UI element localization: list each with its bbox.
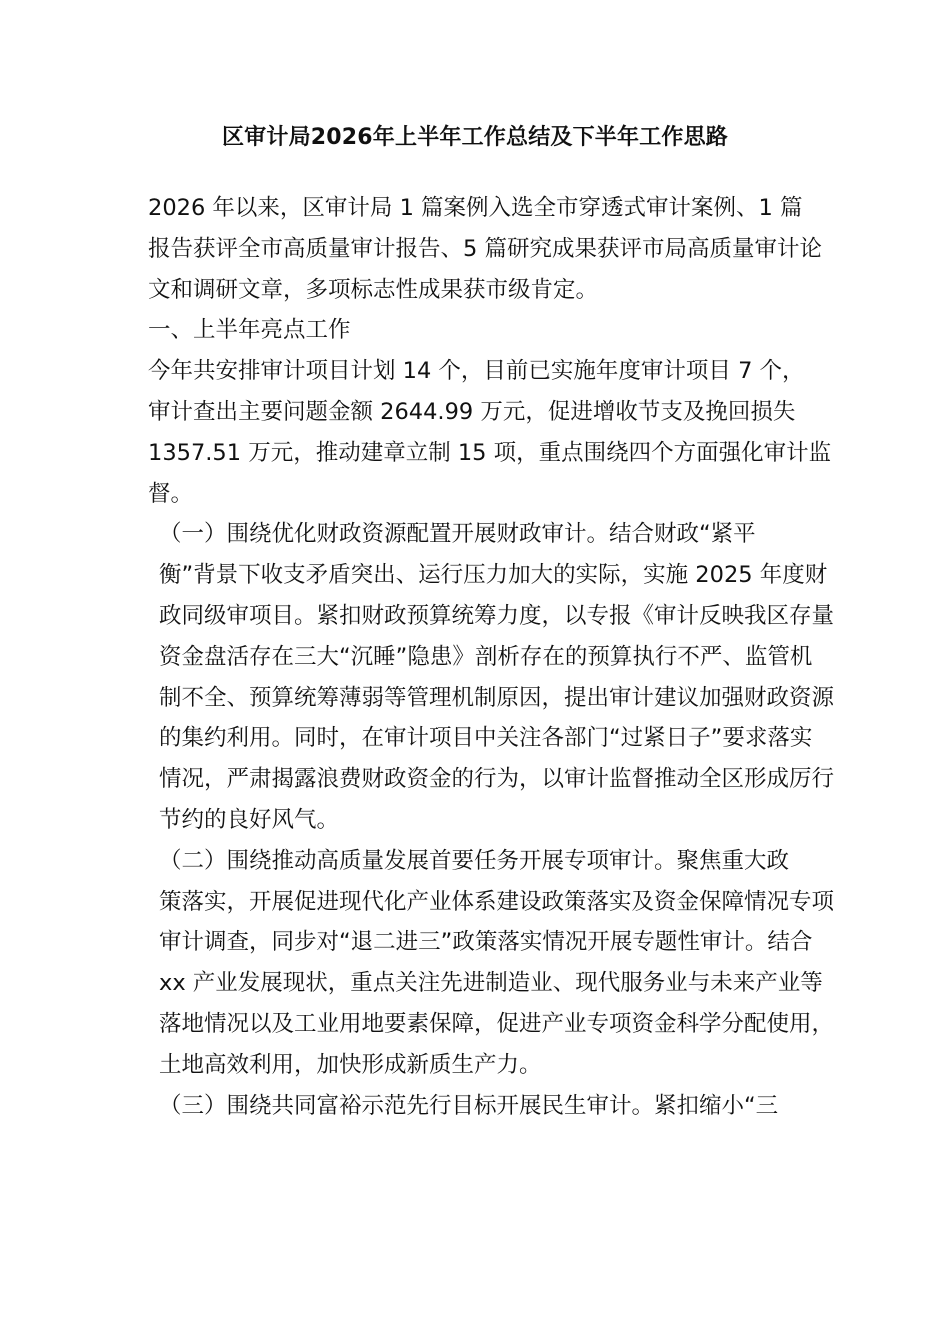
paragraph-special-audit xyxy=(115,841,837,1086)
section-heading xyxy=(115,310,837,351)
text-line: （一）围绕优化财政资源配置开展财政审计。结合财政“紧平 xyxy=(159,521,756,548)
document-body xyxy=(115,188,837,1126)
text-line: 策落实，开展促进现代化产业体系建设政策落实及资金保障情况专项 xyxy=(159,888,835,915)
text-line: 情况，严肃揭露浪费财政资金的行为，以审计监督推动全区形成厉行 xyxy=(159,766,835,793)
text-line: 今年共安排审计项目计划 14 个，目前已实施年度审计项目 7 个， xyxy=(148,358,805,385)
text-line: （二）围绕推动高质量发展首要任务开展专项审计。聚焦重大政 xyxy=(159,847,790,874)
text-line: 土地高效利用，加快形成新质生产力。 xyxy=(159,1051,542,1078)
text-line: 审计查出主要问题金额 2644.99 万元，促进增收节支及挽回损失 xyxy=(148,398,796,425)
text-line: 衡”背景下收支矛盾突出、运行压力加大的实际，实施 2025 年度财 xyxy=(159,562,828,589)
text-line: 资金盘活存在三大“沉睡”隐患》剖析存在的预算执行不严、监管机 xyxy=(159,643,813,670)
text-line: xx 产业发展现状，重点关注先进制造业、现代服务业与未来产业等 xyxy=(159,970,823,997)
text-line: 2026 年以来，区审计局 1 篇案例入选全市穿透式审计案例、1 篇 xyxy=(148,195,803,221)
text-line: 一、上半年亮点工作 xyxy=(148,317,351,344)
text-line: 报告获评全市高质量审计报告、5 篇研究成果获评市局高质量审计论 xyxy=(148,235,822,262)
text-line: 督。 xyxy=(148,480,194,507)
document-title: 区审计局2026年上半年工作总结及下半年工作思路 xyxy=(221,125,729,150)
paragraph-intro xyxy=(115,188,837,310)
text-line: 的集约利用。同时，在审计项目中关注各部门“过紧日子”要求落实 xyxy=(159,725,813,752)
text-line: 节约的良好风气。 xyxy=(159,806,340,833)
text-line: 制不全、预算统筹薄弱等管理机制原因，提出审计建议加强财政资源 xyxy=(159,684,835,711)
text-line: 1357.51 万元，推动建章立制 15 项，重点围绕四个方面强化审计监 xyxy=(148,439,832,466)
text-line: 审计调查，同步对“退二进三”政策落实情况开展专题性审计。结合 xyxy=(159,929,813,956)
text-line: （三）围绕共同富裕示范先行目标开展民生审计。紧扣缩小“三 xyxy=(159,1092,779,1119)
text-line: 落地情况以及工业用地要素保障，促进产业专项资金科学分配使用， xyxy=(159,1010,835,1037)
paragraph-livelihood-audit xyxy=(115,1086,837,1127)
text-line: 文和调研文章，多项标志性成果获市级肯定。 xyxy=(148,276,599,303)
paragraph-fiscal-audit xyxy=(115,514,837,840)
text-line: 政同级审项目。紧扣财政预算统筹力度，以专报《审计反映我区存量 xyxy=(159,602,835,629)
paragraph-summary xyxy=(115,351,837,514)
